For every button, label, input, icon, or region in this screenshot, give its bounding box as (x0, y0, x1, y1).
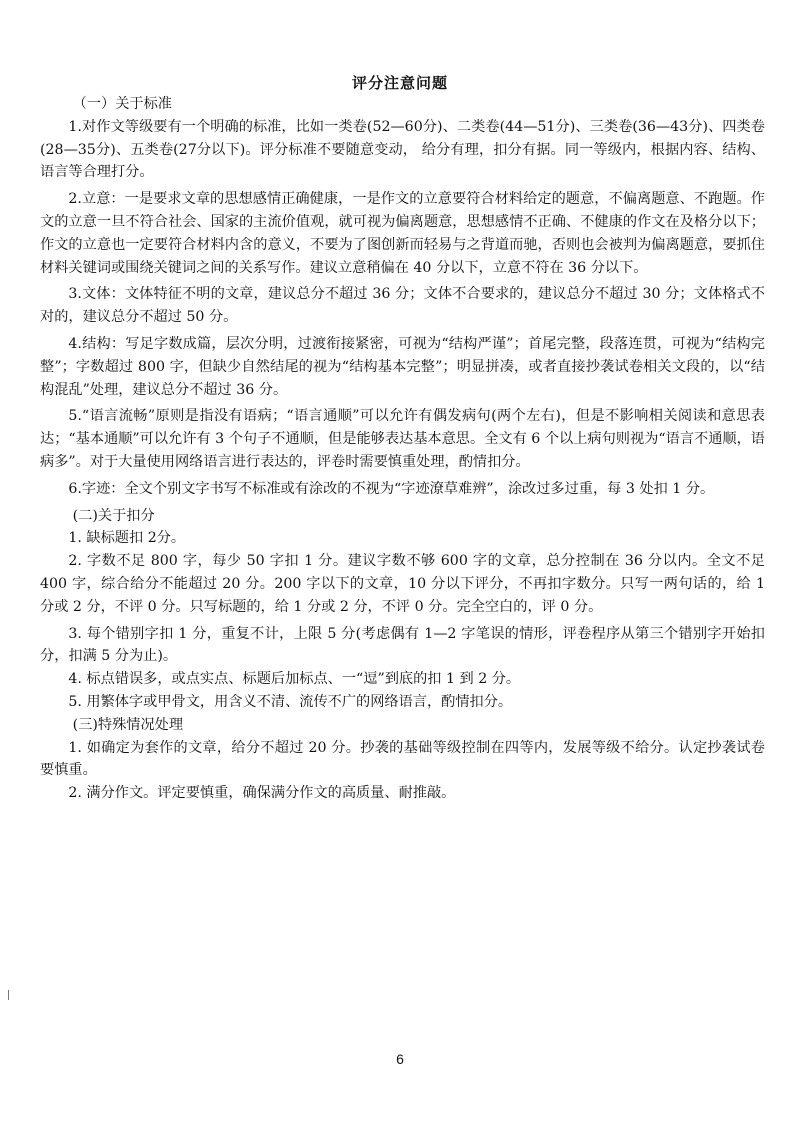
paragraph: 5. 用繁体字或甲骨文，用含义不清、流传不广的网络语言，酌情扣分。 (68, 693, 513, 710)
paragraph: 4. 标点错误多，或点实点、标题后加标点、一“逗”到底的扣 1 到 2 分。 (68, 671, 521, 688)
paragraph: 1.对作文等级要有一个明确的标准，比如一类卷(52—60分)、二类卷(44—51分)、三类卷(36—43分)、四类卷(28—35分)、五类卷(27分以下)。评分标准不要随意变动， 给分有理，扣分有据。同一等级内，根据内容、结构、语言等合理打分。 (40, 118, 765, 181)
scan-mark (8, 990, 9, 1000)
paragraph: 3.文体：文体特征不明的文章，建议总分不超过 36 分；文体不合要求的，建议总分不超过 30 分；文体格式不对的，建议总分不超过 50 分。 (40, 286, 765, 326)
document-body (40, 93, 765, 805)
paragraph: 2. 字数不足 800 字，每少 50 字扣 1 分。建议字数不够 600 字的文章，总分控制在 36 分以内。全文不足 400 字，综合给分不能超过 20 分。200 字以下的文章，10 分以下评分，不再扣字数分。只写一两句话的，给 1 分或 2 分，不评 0 分。只写标题的，给 1 分或 2 分，不评 0 分。完全空白的，评 0 分。 (40, 553, 765, 615)
paragraph: 3. 每个错别字扣 1 分，重复不计，上限 5 分(考虑偶有 1—2 字笔误的情形，评卷程序从第三个错别字开始扣分，扣满 5 分为止)。 (40, 625, 765, 665)
paragraph: 5.“语言流畅”原则是指没有语病；“语言通顺”可以允许有偶发病句(两个左右)，但是不影响相关阅读和意思表达；“基本通顺”可以允许有 3 个句子不通顺，但是能够表达基本意思。全文有 6 个以上病句则视为“语言不通顺，语病多”。对于大量使用网络语言进行表达的，评卷时需要慎重处理，酌情扣分。 (40, 408, 765, 470)
section-heading: (三)特殊情况处理 (72, 716, 184, 733)
page-title: 评分注意问题 (351, 74, 448, 92)
paragraph: 1. 缺标题扣 2分。 (68, 530, 186, 547)
section-heading: （一）关于标准 (72, 96, 172, 112)
paragraph: 1. 如确定为套作的文章，给分不超过 20 分。抄袭的基础等级控制在四等内，发展等级不给分。认定抄袭试卷要慎重。 (40, 739, 765, 779)
paragraph: 6.字迹：全文个别文字书写不标准或有涂改的不视为“字迹潦草难辨”，涂改过多过重，每 3 处扣 1 分。 (68, 480, 715, 497)
page-number: 6 (396, 1051, 404, 1067)
paragraph: 2. 满分作文。评定要慎重，确保满分作文的高质量、耐推敲。 (68, 785, 456, 802)
section-heading: (二)关于扣分 (72, 507, 155, 524)
paragraph: 4.结构：写足字数成篇，层次分明，过渡衔接紧密，可视为“结构严谨”；首尾完整，段落连贯，可视为“结构完整”；字数超过 800 字，但缺少自然结尾的视为“结构基本完整”；明显拼凑，或者直接抄袭试卷相关文段的，以“结构混乱”处理，建议总分不超过 36 分。 (40, 335, 765, 398)
paragraph: 2.立意：一是要求文章的思想感情正确健康，一是作文的立意要符合材料给定的题意，不偏离题意、不跑题。作文的立意一旦不符合社会、国家的主流价值观，就可视为偏离题意，思想感情不正确、不健康的作文在及格分以下；作文的立意也一定要符合材料内含的意义，不要为了图创新而轻易与之背道而驰，否则也会被判为偏离题意，要抓住材料关键词或围绕关键词之间的关系写作。建议立意稍偏在 40 分以下，立意不符在 36 分以下。 (40, 191, 765, 276)
